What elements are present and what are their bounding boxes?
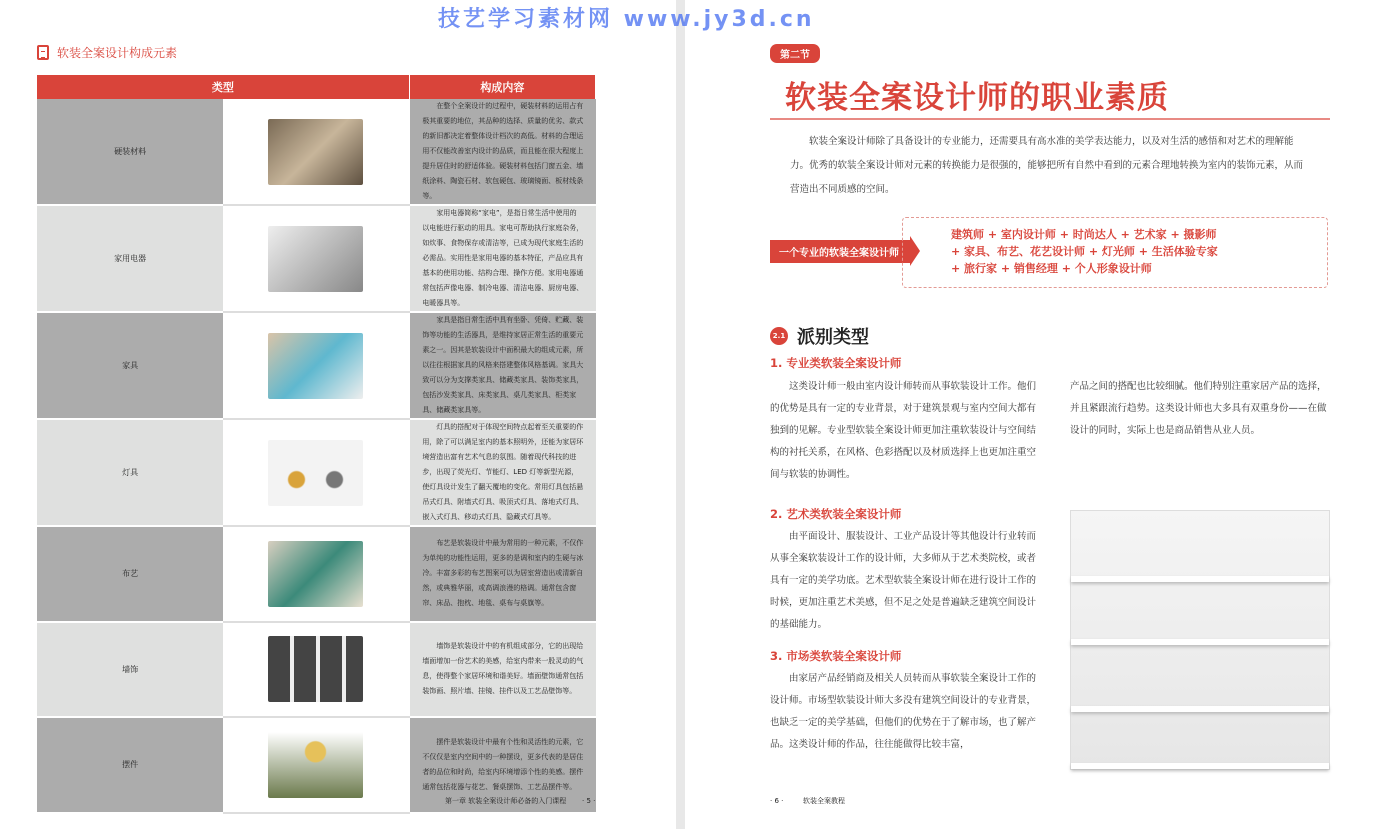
section-title: 派别类型	[797, 327, 869, 348]
row-type: 摆件	[37, 717, 223, 813]
row-content: 家具是指日常生活中具有坐卧、凭倚、贮藏、装饰等功能的生活器具，是维持家居正常生活的重要元素之一。因其是软装设计中面积最大的组成元素，所以往往根据家具的风格来搭建整体风格基调。家具大致可以分为支撑类家具、储藏类家具、装饰类家具，包括沙发类家具、床类家具、桌几类家具、柜类家具、储藏类家具等。	[409, 312, 595, 419]
table-row	[37, 99, 596, 205]
row-type: 家用电器	[37, 205, 223, 312]
product-photo	[268, 226, 363, 292]
type-text: 这类设计师一般由室内设计师转而从事软装设计工作。他们的优势是具有一定的专业背景，对于建筑景观与室内空间大都有独到的见解。专业型软装全案设计师更加注重软装设计与空间结构的衬托关系，在风格、色彩搭配以及材质选择上也更加注重空间与软装的协调性。	[770, 381, 1037, 480]
elements-table	[37, 75, 596, 814]
row-content: 灯具的搭配对于体现空间特点起着至关重要的作用，除了可以满足室内的基本照明外，还能为家居环境营造出富有艺术气息的氛围。随着现代科技的进步，出现了荧光灯、节能灯、LED 灯等新型光源，使灯具设计发生了翻天覆地的变化。常用灯具包括悬吊式灯具、附墙式灯具、吸顶式灯具、落地式灯具、嵌入式灯具、移动式灯具、隐藏式灯具等。	[409, 419, 595, 526]
section-heading	[770, 323, 869, 349]
row-image	[223, 717, 409, 813]
row-type: 墙饰	[37, 622, 223, 718]
row-content: 摆件是软装设计中最有个性和灵活性的元素，它不仅仅是室内空间中的一种摆设，更多代表的是居住者的品位和时尚，给室内环境增添个性的美感。摆件通常包括花器与花艺、餐桌摆饰、工艺品摆件等。	[409, 717, 595, 813]
row-image	[223, 312, 409, 419]
shelf-photo	[1070, 510, 1330, 770]
row-image	[223, 419, 409, 526]
type-heading: 1. 专业类软装全案设计师	[770, 356, 902, 370]
column-header-type: 类型	[37, 75, 409, 99]
left-page	[0, 0, 676, 829]
type-heading: 2. 艺术类软装全案设计师	[770, 507, 902, 521]
row-content: 在整个全案设计的过程中，硬装材料的运用占有极其重要的地位，其品种的选择、质量的优劣、款式的新旧都决定着整体设计档次的高低。材料的合理运用不仅能改善室内设计的品质，而且能在很大程度上提升居住时的舒适体验。硬装材料包括门窗五金、墙纸涂料、陶瓷石材、软包硬包、玻璃镜面、板材线条等。	[409, 99, 595, 205]
header-title: 软装全案设计构成元素	[57, 46, 178, 60]
product-photo	[268, 732, 363, 798]
page-title: 软装全案设计师的职业素质	[785, 80, 1169, 116]
row-type: 家具	[37, 312, 223, 419]
row-content: 家用电器简称“家电”，是指日常生活中使用的以电能进行驱动的用具。家电可帮助执行家庭杂务，如炊事、食物保存或清洁等，已成为现代家庭生活的必需品。实用性是家用电器的基本特征，产品应具有基本的使用功能、结构合理、操作方便。家用电器通常包括声像电器、制冷电器、清洁电器、厨房电器、电暖器具等。	[409, 205, 595, 312]
row-type: 硬装材料	[37, 99, 223, 205]
row-image	[223, 526, 409, 622]
row-content: 布艺是软装设计中最为常用的一种元素，不仅作为单纯的功能性运用，更多的是调和室内的生硬与冰冷。丰富多彩的布艺图案可以为居室营造出或清新自然，或典雅华丽，或高调浪漫的格调。通常包含窗帘、床品、抱枕、地毯、桌布与桌旗等。	[409, 526, 595, 622]
continued-text: 产品之间的搭配也比较细腻。他们特别注重家居产品的选择，并且紧跟流行趋势。这类设计师也大多具有双重身份——在做设计的同时，实际上也是商品销售从业人员。	[1070, 381, 1327, 436]
callout-box	[902, 217, 1328, 288]
section-tag: 第二节	[770, 44, 820, 63]
callout-label: 一个专业的软装全案设计师	[770, 240, 910, 263]
title-divider	[770, 118, 1330, 120]
table-row	[37, 419, 596, 526]
section-number-badge: 2.1	[770, 327, 788, 345]
footer-book-title: 软装全案教程	[803, 797, 845, 805]
type-text: 由家居产品经销商及相关人员转而从事软装全案设计工作的设计师。市场型软装设计师大多没有建筑空间设计的专业背景，也缺乏一定的美学基础，但他们的优势在于了解市场，也了解产品。这类设计师的作品，往往能做得比较丰富，	[770, 673, 1037, 750]
row-type: 布艺	[37, 526, 223, 622]
row-image	[223, 205, 409, 312]
row-content: 墙饰是软装设计中的有机组成部分，它的出现给墙面增加一份艺术的美感，给室内带来一股灵动的气息，使得整个家居环境和谐美好。墙面壁饰通常包括装饰画、照片墙、挂镜、挂件以及工艺品壁饰等。	[409, 622, 595, 718]
table-row	[37, 526, 596, 622]
row-image	[223, 99, 409, 205]
row-image	[223, 622, 409, 718]
callout-line: + 家具、布艺、花艺设计师 + 灯光师 + 生活体验专家	[951, 245, 1218, 258]
left-page-header	[37, 44, 177, 61]
product-photo	[268, 333, 363, 399]
product-photo	[268, 636, 363, 702]
column-header-content: 构成内容	[409, 75, 595, 99]
callout-line: + 旅行家 + 销售经理 + 个人形象设计师	[951, 262, 1152, 275]
document-icon	[37, 45, 49, 60]
footer-page-number: · 6 ·	[770, 797, 784, 805]
right-page	[685, 0, 1387, 829]
row-type: 灯具	[37, 419, 223, 526]
type-heading: 3. 市场类软装全案设计师	[770, 649, 902, 663]
type-text: 由平面设计、服装设计、工业产品设计等其他设计行业转而从事全案软装设计工作的设计师，大多师从于艺术类院校，或者具有一定的美学功底。艺术型软装全案设计师在进行设计工作的时候，更加注重艺术美感，但不足之处是普遍缺乏建筑空间设计的基础能力。	[770, 531, 1037, 630]
intro-paragraph: 软装全案设计师除了具备设计的专业能力，还需要具有高水准的美学表达能力，以及对生活的感悟和对艺术的理解能力。优秀的软装全案设计师对元素的转换能力是很强的，能够把所有自然中看到的元素合理地转换为室内的装饰元素，从而营造出不同质感的空间。	[790, 136, 1304, 195]
table-row	[37, 622, 596, 718]
table-row	[37, 205, 596, 312]
product-photo	[268, 440, 363, 506]
product-photo	[268, 541, 363, 607]
footer-chapter: 第一章 软装全案设计师必备的入门课程	[445, 797, 567, 805]
table-row	[37, 312, 596, 419]
footer-page-number: · 5 ·	[582, 797, 596, 805]
callout-line: 建筑师 + 室内设计师 + 时尚达人 + 艺术家 + 摄影师	[951, 228, 1217, 241]
watermark: 技艺学习素材网 www.jy3d.cn	[438, 7, 815, 32]
product-photo	[268, 119, 363, 185]
